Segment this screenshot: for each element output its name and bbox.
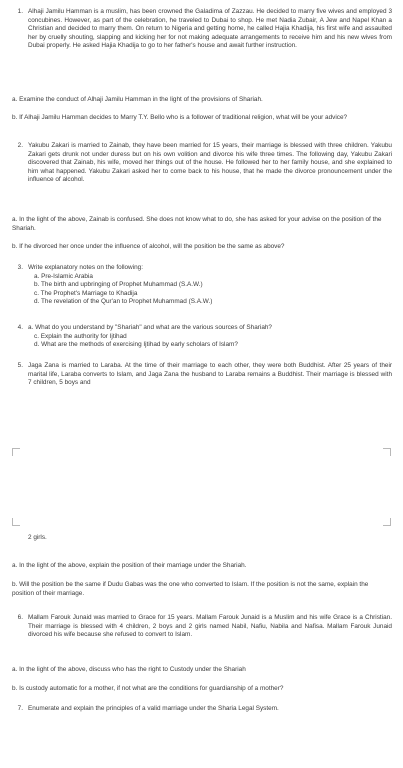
page-corner-mark <box>12 518 20 526</box>
question-6-number: 6. <box>17 614 23 621</box>
question-2-text: Yakubu Zakari is married to Zainab, they have been married for 15 years, their marriage is blessed with three children. Yakubu Zakari gets drunk not under duress but on his own volition and divorce his wife three times. The following day, Yakubu Zakari discovered that Zainab, his wife, moved her things out of the house. He followed her to her family house, and she explained to him what happened. Yakubu Zakari asked her to come back to his house, that he made the divorce pronouncement under the influence of alcohol. <box>28 142 392 184</box>
question-2-number: 2. <box>17 142 23 149</box>
question-7-number: 7. <box>17 705 23 712</box>
question-5 <box>12 362 392 388</box>
page-corner-mark <box>12 448 20 456</box>
question-4-item-d: d. What are the methods of exercising Ijtihad by early scholars of Islam? <box>34 341 238 349</box>
question-4-text: a. What do you understand by "Shariah" and what are the various sources of Shariah? <box>28 324 272 331</box>
question-7 <box>12 705 392 714</box>
question-2b: b. If he divorced her once under the influence of alcohol, will the position be the same as above? <box>12 243 285 250</box>
question-5b: b. Will the position be the same if Dudu Gabas was the one who converted to Islam. If the position is not the same, explain the position of their marriage. <box>12 581 369 597</box>
question-6-text: Mallam Farouk Junaid was married to Grace for 15 years. Mallam Farouk Junaid is a Muslim and his wife Grace is a Christian. Their marriage is blessed with 4 children, 2 boys and 2 girls named Nabil, Nafiu, Nabila and Nafisa. Mallam Farouk Junaid divorced his wife because she refused to convert to Islam. <box>28 614 392 639</box>
question-5-text: Jaga Zana is married to Laraba. At the time of their marriage to each other, they were both Buddhist. After 25 years of their marital life, Laraba converts to Islam, and Jaga Zana the husband to Laraba remains a Buddhist. Their marriage is blessed with 7 children, 5 boys and <box>28 362 392 387</box>
question-1-number: 1. <box>17 8 23 15</box>
question-4-item-c: c. Explain the authority for Ijtihad <box>34 332 127 340</box>
question-3-item-c: c. The Prophet's Marriage to Khadija <box>34 289 138 297</box>
question-6b: b. Is custody automatic for a mother, if not what are the conditions for guardianship of a mother? <box>12 685 284 692</box>
question-4-number: 4. <box>17 324 23 331</box>
question-5-number: 5. <box>17 362 23 369</box>
question-1a: a. Examine the conduct of Alhaji Jamilu Hamman in the light of the provisions of Shariah. <box>12 96 263 103</box>
question-3-item-d: d. The revelation of the Qur'an to Prophet Muhammad (S.A.W.) <box>34 298 213 306</box>
page-corner-mark <box>383 518 391 526</box>
question-5-continued <box>12 534 392 543</box>
question-5a: a. In the light of the above, explain the position of their marriage under the Shariah. <box>12 562 247 569</box>
question-7-text: Enumerate and explain the principles of a valid marriage under the Sharia Legal System. <box>28 705 279 712</box>
question-5-continued-text: 2 girls. <box>28 534 47 541</box>
question-1 <box>12 8 392 51</box>
question-3 <box>12 264 392 307</box>
question-6a: a. In the light of the above, discuss who has the right to Custody under the Shariah <box>12 666 246 673</box>
question-3-item-a: a. Pre-Islamic Arabia <box>34 272 93 280</box>
question-3-item-b: b. The birth and upbringing of Prophet Muhammad (S.A.W.) <box>34 281 203 289</box>
page-corner-mark <box>383 448 391 456</box>
question-4 <box>12 324 392 350</box>
question-1-text: Alhaji Jamilu Hamman is a muslim, has been crowned the Galadima of Zazzau. He decided to marry five wives and employed 3 concubines. However, as part of the celebration, he traveled to Dubai to shop. He met Nadia Zubair, A Jew and Napel Khan a Christian and decided to marry them. On return to Nigeria and getting home, he called Hajia Khadija, his first wife and assaulted her by cruelly shouting, slapping and kicking her for not making adequate arrangements to receive him and his new wives from Dubai properly. He asked Hajia Khadija to go to her father's house and await further instruction. <box>28 8 392 50</box>
question-2 <box>12 142 392 185</box>
question-6 <box>12 614 392 640</box>
question-2a: a. In the light of the above, Zainab is confused. She does not know what to do, she has asked for your advise on the position of the Shariah. <box>12 216 382 232</box>
question-1b: b. If Alhaji Jamilu Hamman decides to Marry T.Y. Bello who is a follower of traditional religion, what will be your advice? <box>12 114 348 121</box>
question-3-number: 3. <box>17 264 23 271</box>
question-3-text: Write explanatory notes on the following: <box>28 264 143 271</box>
